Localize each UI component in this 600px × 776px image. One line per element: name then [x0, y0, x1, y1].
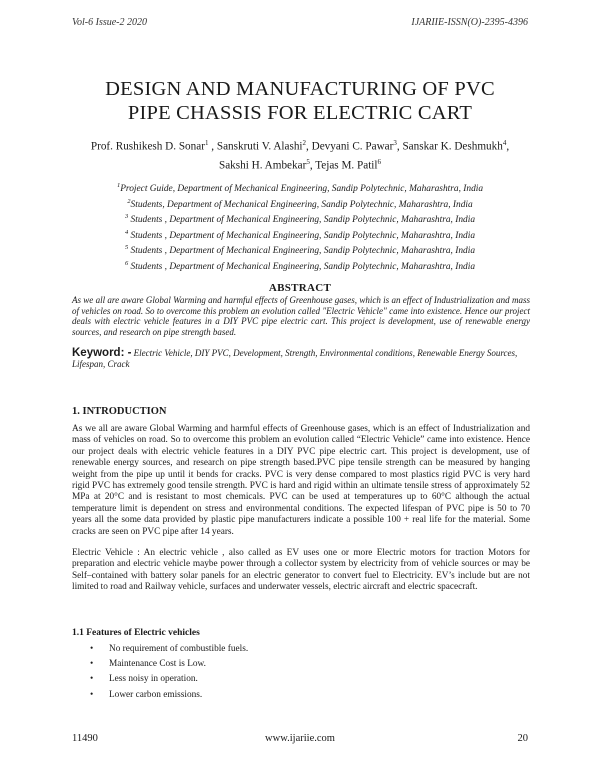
affiliation-sup: 2: [127, 197, 131, 205]
author-list: [60, 136, 540, 173]
affiliation-text: Students , Department of Mechanical Engineering, Sandip Polytechnic, Maharashtra, India: [128, 246, 476, 257]
affiliation-text: Project Guide, Department of Mechanical Engineering, Sandip Polytechnic, Maharashtra, India: [120, 184, 484, 195]
running-header-volume: Vol-6 Issue-2 2020: [72, 17, 147, 28]
list-item-text: No requirement of combustible fuels.: [109, 644, 249, 654]
author-name: Devyani C. Pawar: [311, 140, 394, 153]
author-sup: 2: [302, 139, 307, 147]
list-item: [90, 672, 248, 687]
author-name: Prof. Rushikesh D. Sonar: [90, 140, 205, 153]
affiliation-line: [80, 196, 520, 212]
subsection-heading-features: 1.1 Features of Electric vehicles: [72, 628, 200, 638]
author-sup: 3: [393, 139, 397, 147]
bullet-icon: •: [90, 689, 94, 700]
author-separator: ,: [396, 140, 403, 153]
bullet-icon: •: [90, 659, 94, 670]
author-name: Sakshi H. Ambekar: [218, 159, 307, 172]
list-item: [90, 657, 248, 672]
affiliation-line: [80, 180, 520, 196]
list-item-text: Less noisy in operation.: [109, 674, 198, 685]
intro-paragraph-2: Electric Vehicle : An electric vehicle , also called as EV uses one or more Electric motors for traction Motors for preparation and electric vehicle maybe power through a collector system by electricity from of vehicle sources or may be Self–contained with battery solar panels for an electric generator to convert fuel to Electricity. EV’s include but are not limited to road and Railway vehicle, surfaces and underwater vessels, electric aircraft and electric spacecraft.: [72, 548, 530, 593]
affiliation-line: [80, 258, 520, 274]
running-header-issn: IJARIIE-ISSN(O)-2395-4396: [411, 17, 528, 28]
footer-website: www.ijariie.com: [265, 733, 335, 744]
features-list: [90, 642, 248, 703]
list-item: [90, 642, 248, 657]
keywords-label: Keyword: -: [72, 347, 132, 359]
affiliation-text: Students , Department of Mechanical Engineering, Sandip Polytechnic, Maharashtra, India: [128, 261, 476, 272]
title-line-1: DESIGN AND MANUFACTURING OF PVC: [105, 78, 495, 100]
affiliation-line: [80, 242, 520, 258]
affiliation-sup: 3: [124, 213, 129, 221]
author-name: Tejas M. Patil: [315, 159, 378, 172]
affiliation-line: [80, 211, 520, 227]
affiliation-text: Students, Department of Mechanical Engineering, Sandip Polytechnic, Maharashtra, India: [130, 199, 473, 210]
title-line-2: PIPE CHASSIS FOR ELECTRIC CART: [127, 102, 473, 124]
intro-paragraph-1: As we all are aware Global Warming and harmful effects of Greenhouse gases, which is an effect of Industrialization and mass of vehicles on road. So to overcome this problem an evolution called “Electric Vehicle” came into existence. Hence our project deals with electric vehicle features in a DIY PVC pipe electric cart. This project is development, use of renewable energy sources, and research on pipe strength based.PVC pipe tensile strength can be measured by hanging weight from the pipe up until it bends for cracks. PVC is very dense compared to most plastics rigid PVC is very hard rigid PVC has extremely good tensile strength. PVC is hard and rigid within an ultimate tensile stress of approximately 52 MPa at 20°C and is resistant to most chemicals. PVC can be used at temperatures up to 60°C although the actual temperature limit is dependent on stress and environmental conditions. The expected lifespan of PVC pipe is 50 to 70 years all the some data provided by plastic pipe manufacturers indicate a possible 100 + real life for the material. Some cracks are seen on PVC pipe after 14 years.: [72, 424, 530, 537]
affiliation-list: [80, 180, 520, 273]
list-item-text: Lower carbon emissions.: [109, 689, 203, 700]
author-separator: ,: [309, 159, 316, 172]
bullet-icon: •: [90, 644, 94, 654]
abstract-text: As we all are aware Global Warming and harmful effects of Greenhouse gases, which is an effect of Industrialization and mass of vehicles on road. So to overcome this problem an evolution called "Electric Vehicle" came into existence. Hence our project deals with electric vehicle features in a DIY PVC pipe electric cart. This project is development, use of renewable energy sources, and research on pipe strength based.: [72, 295, 530, 337]
bullet-icon: •: [90, 674, 94, 685]
abstract-heading: ABSTRACT: [268, 282, 332, 294]
affiliation-sup: 1: [116, 182, 121, 189]
author-separator: ,: [506, 140, 510, 153]
author-sup: 6: [377, 157, 382, 166]
footer-paper-id: 11490: [72, 733, 98, 744]
list-item: [90, 688, 248, 703]
footer-page-number: 20: [517, 733, 528, 744]
affiliation-sup: 4: [124, 228, 129, 236]
affiliation-sup: 5: [124, 244, 129, 252]
affiliation-text: Students , Department of Mechanical Engineering, Sandip Polytechnic, Maharashtra, India: [128, 215, 476, 226]
author-separator: ,: [208, 140, 217, 153]
author-name: Sanskruti V. Alashi: [216, 140, 303, 153]
section-heading-introduction: 1. INTRODUCTION: [72, 406, 167, 417]
list-item-text: Maintenance Cost is Low.: [109, 659, 206, 670]
author-sup: 1: [204, 139, 209, 147]
keywords: [72, 348, 530, 370]
affiliation-text: Students , Department of Mechanical Engineering, Sandip Polytechnic, Maharashtra, India: [128, 230, 476, 241]
author-sup: 4: [502, 139, 507, 147]
author-sup: 5: [306, 157, 310, 166]
paper-title: [60, 77, 540, 125]
keywords-text: Electric Vehicle, DIY PVC, Development, Strength, Environmental conditions, Renewable Energy Sources, Lifespan, Crack: [72, 348, 518, 370]
affiliation-line: [80, 227, 520, 243]
author-name: Sanskar K. Deshmukh: [402, 140, 503, 153]
affiliation-sup: 6: [124, 259, 129, 267]
author-separator: ,: [306, 140, 312, 153]
